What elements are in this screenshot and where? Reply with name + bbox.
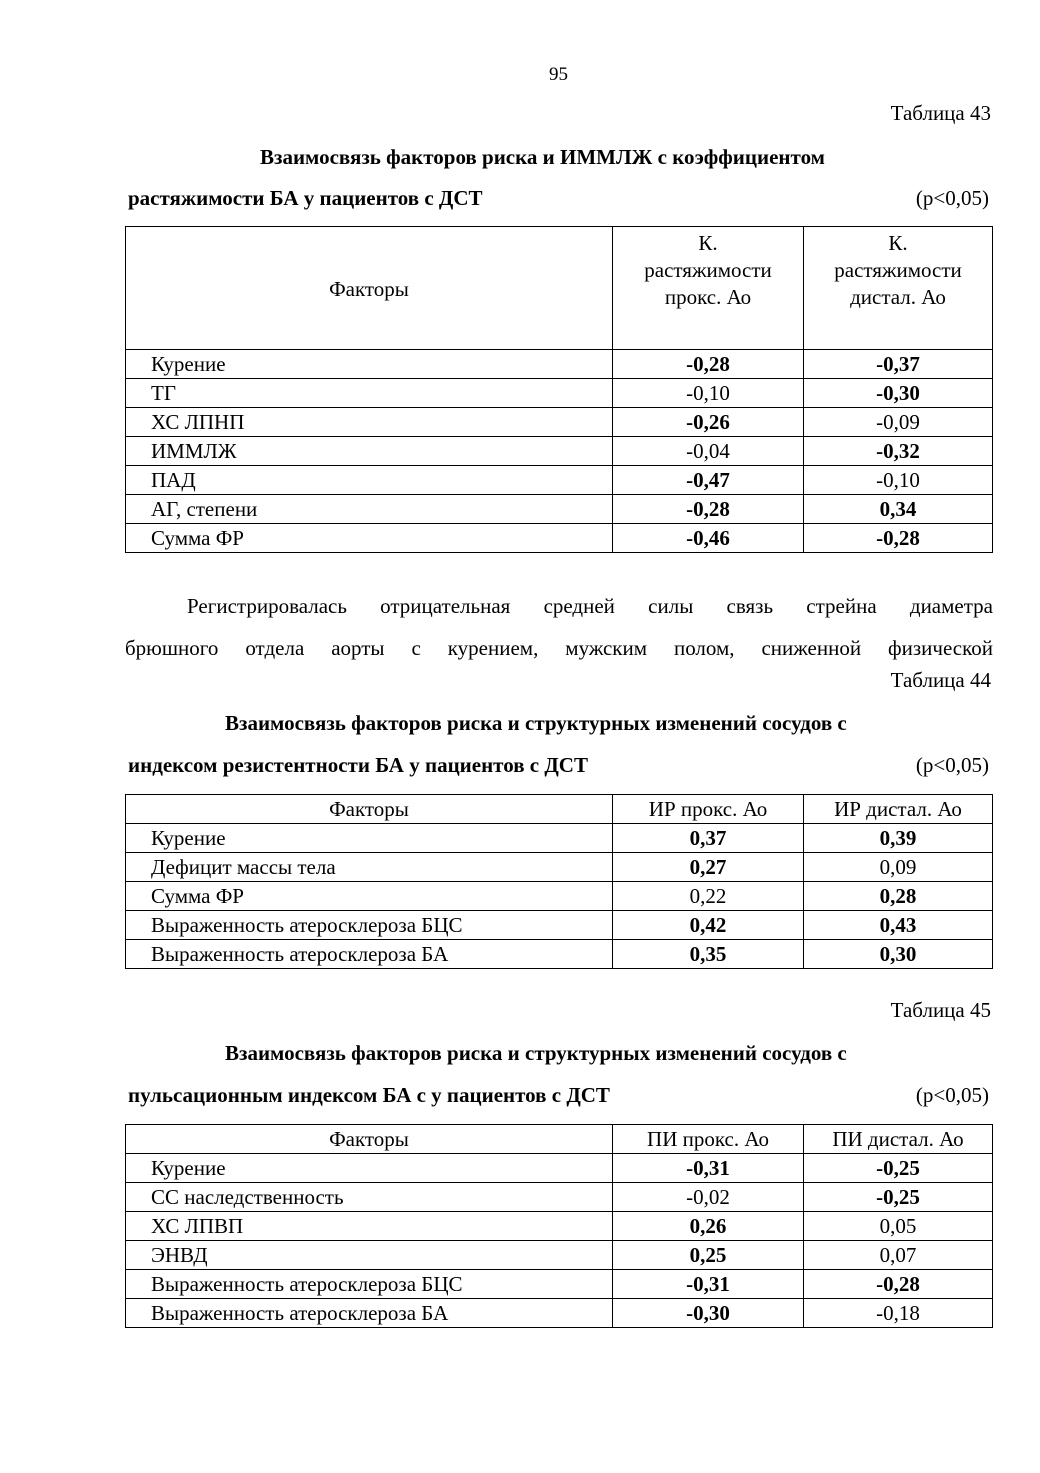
factor-cell: Курение — [126, 1154, 613, 1183]
table-44-header-dist: ИР дистал. Ао — [804, 795, 993, 824]
header-line: растяжимости — [644, 258, 772, 282]
factor-cell: Выраженность атеросклероза БЦС — [126, 911, 613, 940]
value-prox-cell: 0,27 — [613, 853, 804, 882]
table-row — [126, 466, 993, 495]
table-row — [126, 1212, 993, 1241]
value-prox-cell: -0,31 — [613, 1270, 804, 1299]
value-prox-cell: -0,46 — [613, 524, 804, 553]
value-prox-cell: -0,47 — [613, 466, 804, 495]
table-45-pvalue: (p<0,05) — [915, 1083, 989, 1107]
table-43-title-line2: растяжимости БА у пациентов с ДСТ — [128, 186, 483, 210]
table-44-title-line2: индексом резистентности БА у пациентов с ДСТ — [128, 753, 588, 777]
value-dist-cell: 0,43 — [804, 911, 993, 940]
table-row — [126, 940, 993, 969]
factor-cell: ХС ЛПВП — [126, 1212, 613, 1241]
table-row — [126, 408, 993, 437]
page-number: 95 — [549, 64, 568, 85]
table-row — [126, 379, 993, 408]
factor-cell: ТГ — [126, 379, 613, 408]
factor-cell: Дефицит массы тела — [126, 853, 613, 882]
factor-cell: ИММЛЖ — [126, 437, 613, 466]
table-row — [126, 437, 993, 466]
header-line: дистал. Ао — [850, 285, 946, 309]
table-43-caption: Таблица 43 — [890, 101, 991, 125]
value-prox-cell: 0,37 — [613, 824, 804, 853]
factor-cell: СС наследственность — [126, 1183, 613, 1212]
table-45-header-dist: ПИ дистал. Ао — [804, 1125, 993, 1154]
factor-cell: Сумма ФР — [126, 524, 613, 553]
value-dist-cell: 0,39 — [804, 824, 993, 853]
table-44 — [125, 794, 993, 969]
value-dist-cell: 0,07 — [804, 1241, 993, 1270]
value-prox-cell: 0,35 — [613, 940, 804, 969]
table-row — [126, 1183, 993, 1212]
value-dist-cell: -0,18 — [804, 1299, 993, 1328]
value-prox-cell: -0,30 — [613, 1299, 804, 1328]
header-line: К. — [888, 231, 908, 255]
table-row — [126, 1241, 993, 1270]
table-row — [126, 495, 993, 524]
header-line: прокс. Ао — [664, 285, 752, 309]
table-row — [126, 911, 993, 940]
table-44-title-line1: Взаимосвязь факторов риска и структурных изменений сосудов с — [225, 711, 847, 735]
value-dist-cell: -0,09 — [804, 408, 993, 437]
table-44-caption: Таблица 44 — [890, 668, 991, 692]
value-dist-cell: 0,09 — [804, 853, 993, 882]
table-row — [126, 1299, 993, 1328]
table-45-caption: Таблица 45 — [890, 998, 991, 1022]
value-prox-cell: -0,02 — [613, 1183, 804, 1212]
factor-cell: ЭНВД — [126, 1241, 613, 1270]
value-dist-cell: -0,10 — [804, 466, 993, 495]
value-prox-cell: 0,22 — [613, 882, 804, 911]
value-dist-cell: -0,32 — [804, 437, 993, 466]
table-row — [126, 1154, 993, 1183]
value-prox-cell: 0,25 — [613, 1241, 804, 1270]
table-43 — [125, 226, 993, 553]
value-dist-cell: 0,28 — [804, 882, 993, 911]
table-43-title-line1: Взаимосвязь факторов риска и ИММЛЖ с коэффициентом — [260, 145, 825, 169]
value-dist-cell: -0,28 — [804, 1270, 993, 1299]
value-dist-cell: -0,37 — [804, 350, 993, 379]
factor-cell: Выраженность атеросклероза БА — [126, 1299, 613, 1328]
table-44-header-prox: ИР прокс. Ао — [613, 795, 804, 824]
value-prox-cell: -0,26 — [613, 408, 804, 437]
value-prox-cell: 0,26 — [613, 1212, 804, 1241]
table-row — [126, 824, 993, 853]
paragraph-line-1: Регистрировалась отрицательная средней силы связь стрейна диаметра — [187, 594, 993, 618]
value-prox-cell: -0,28 — [613, 350, 804, 379]
value-dist-cell: -0,28 — [804, 524, 993, 553]
table-43-pvalue: (p<0,05) — [915, 186, 989, 210]
table-44-pvalue: (p<0,05) — [915, 753, 989, 777]
table-45-header-factors: Факторы — [126, 1125, 613, 1154]
header-line: растяжимости — [834, 258, 962, 282]
table-row — [126, 882, 993, 911]
value-prox-cell: -0,28 — [613, 495, 804, 524]
header-line: К. — [698, 231, 718, 255]
factor-cell: ХС ЛПНП — [126, 408, 613, 437]
value-prox-cell: -0,04 — [613, 437, 804, 466]
table-43-header-factors: Факторы — [126, 227, 613, 350]
factor-cell: Курение — [126, 350, 613, 379]
paragraph-line-2: брюшного отдела аорты с курением, мужским полом, сниженной физической — [125, 636, 993, 660]
table-row — [126, 350, 993, 379]
value-dist-cell: 0,05 — [804, 1212, 993, 1241]
table-45-header-prox: ПИ прокс. Ао — [613, 1125, 804, 1154]
table-43-header-prox — [613, 227, 804, 350]
table-row — [126, 524, 993, 553]
value-prox-cell: -0,10 — [613, 379, 804, 408]
factor-cell: ПАД — [126, 466, 613, 495]
table-row — [126, 853, 993, 882]
table-43-header-dist — [804, 227, 993, 350]
factor-cell: Выраженность атеросклероза БЦС — [126, 1270, 613, 1299]
factor-cell: АГ, степени — [126, 495, 613, 524]
value-dist-cell: -0,25 — [804, 1183, 993, 1212]
value-dist-cell: -0,25 — [804, 1154, 993, 1183]
table-45-title-line1: Взаимосвязь факторов риска и структурных изменений сосудов с — [225, 1041, 847, 1065]
table-row — [126, 1270, 993, 1299]
body-paragraph — [125, 585, 993, 669]
value-dist-cell: -0,30 — [804, 379, 993, 408]
factor-cell: Выраженность атеросклероза БА — [126, 940, 613, 969]
table-44-header-factors: Факторы — [126, 795, 613, 824]
value-dist-cell: 0,34 — [804, 495, 993, 524]
value-prox-cell: -0,31 — [613, 1154, 804, 1183]
value-dist-cell: 0,30 — [804, 940, 993, 969]
table-45-title-line2: пульсационным индексом БА с у пациентов с ДСТ — [128, 1083, 610, 1107]
table-45 — [125, 1124, 993, 1328]
factor-cell: Сумма ФР — [126, 882, 613, 911]
value-prox-cell: 0,42 — [613, 911, 804, 940]
factor-cell: Курение — [126, 824, 613, 853]
